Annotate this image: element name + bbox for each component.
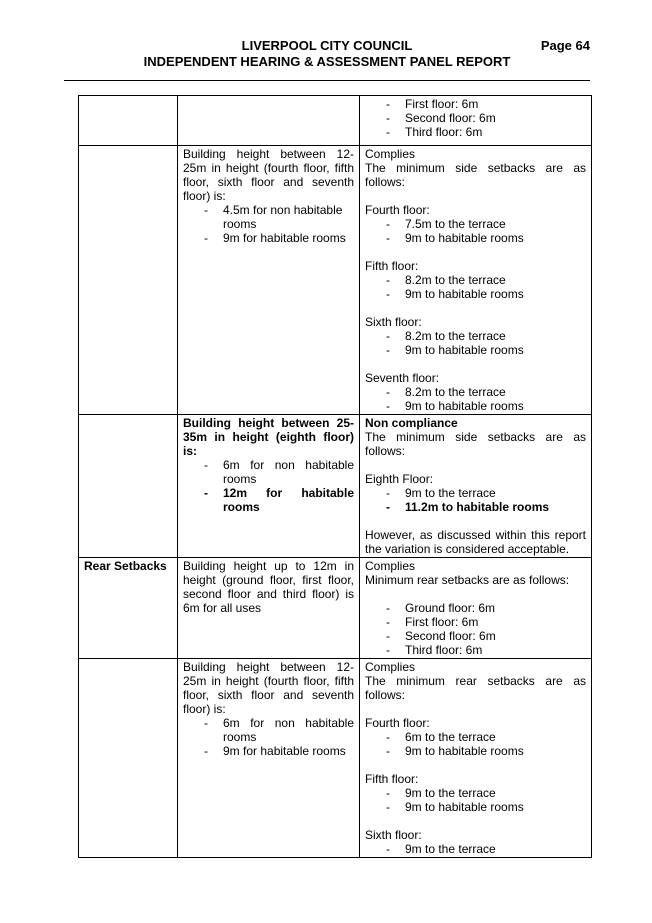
list-item: - 9m to the terrace (365, 786, 586, 800)
compliance-status: Complies (365, 147, 416, 161)
proposal-cell (360, 558, 592, 659)
setback-list (365, 273, 586, 301)
proposal-cell (360, 659, 592, 858)
floor-label: Sixth floor: (365, 315, 422, 329)
list-item: - 8.2m to the terrace (365, 385, 586, 399)
setback-list (365, 385, 586, 413)
page-header (64, 38, 590, 70)
category-rear-setbacks: Rear Setbacks (79, 558, 178, 659)
category-cell (79, 96, 178, 146)
list-item: - 8.2m to the terrace (365, 273, 586, 287)
floor-label: Fifth floor: (365, 259, 419, 273)
table-row (79, 96, 592, 146)
setback-list (365, 601, 586, 657)
list-item: - 6m for non habitable rooms (183, 458, 354, 486)
control-cell (178, 659, 360, 858)
table-row (79, 558, 592, 659)
floor-label: Seventh floor: (365, 371, 440, 385)
list-item: - 9m to habitable rooms (365, 343, 586, 357)
category-cell (79, 415, 178, 558)
proposal-intro: Minimum rear setbacks are as follows: (365, 573, 570, 587)
proposal-intro: The minimum side setbacks are as follows: (365, 430, 586, 458)
list-item: - 6m for non habitable rooms (183, 716, 354, 744)
control-cell (178, 558, 360, 659)
list-item: - 9m for habitable rooms (183, 231, 354, 245)
compliance-status: Complies (365, 660, 416, 674)
control-list (183, 716, 354, 758)
setback-list (365, 97, 586, 139)
list-item: - 7.5m to the terrace (365, 217, 586, 231)
setback-list (365, 786, 586, 814)
list-item: - 11.2m to habitable rooms (365, 500, 586, 514)
category-cell (79, 146, 178, 415)
floor-label: Sixth floor: (365, 828, 422, 842)
setback-list (365, 217, 586, 245)
compliance-table (78, 95, 592, 858)
list-item: - 9m to the terrace (365, 842, 586, 856)
proposal-intro: The minimum rear setbacks are as follows: (365, 674, 586, 702)
council-name: LIVERPOOL CITY COUNCIL (241, 38, 413, 53)
control-cell (178, 146, 360, 415)
control-list (183, 203, 354, 245)
table-row (79, 146, 592, 415)
list-item: - 4.5m for non habitable rooms (183, 203, 354, 231)
proposal-intro: The minimum side setbacks are as follows: (365, 161, 586, 189)
control-list (183, 458, 354, 514)
list-item: - 9m to habitable rooms (365, 399, 586, 413)
list-item: - Third floor: 6m (365, 125, 586, 139)
compliance-status: Complies (365, 559, 416, 573)
list-item: - 12m for habitable rooms (183, 486, 354, 514)
setback-list (365, 842, 586, 856)
list-item: - First floor: 6m (365, 97, 586, 111)
control-text: Building height between 12-25m in height (fourth floor, fifth floor, sixth floor and seventh floor) is: (183, 660, 354, 716)
control-cell (178, 415, 360, 558)
list-item: - First floor: 6m (365, 615, 586, 629)
setback-list (365, 486, 586, 514)
list-item: - Second floor: 6m (365, 629, 586, 643)
proposal-cell (360, 146, 592, 415)
list-item: - 9m to the terrace (365, 486, 586, 500)
list-item: - 9m to habitable rooms (365, 231, 586, 245)
proposal-cell (360, 96, 592, 146)
floor-label: Fourth floor: (365, 716, 430, 730)
control-text: Building height between 12-25m in height (fourth floor, fifth floor, sixth floor and seventh floor) is: (183, 147, 354, 203)
list-item: - 6m to the terrace (365, 730, 586, 744)
floor-label: Fifth floor: (365, 772, 419, 786)
header-divider (64, 80, 590, 81)
control-cell (178, 96, 360, 146)
compliance-status: Non compliance (365, 416, 458, 430)
list-item: - Second floor: 6m (365, 111, 586, 125)
category-cell (79, 659, 178, 858)
setback-list (365, 329, 586, 357)
list-item: - Ground floor: 6m (365, 601, 586, 615)
control-text: Building height between 25-35m in height (eighth floor) is: (183, 416, 354, 458)
variation-note: However, as discussed within this report the variation is considered acceptable. (365, 528, 586, 556)
list-item: - 8.2m to the terrace (365, 329, 586, 343)
table-row (79, 659, 592, 858)
list-item: - 9m for habitable rooms (183, 744, 354, 758)
list-item: - 9m to habitable rooms (365, 287, 586, 301)
report-title: INDEPENDENT HEARING & ASSESSMENT PANEL REPORT (143, 54, 511, 69)
proposal-cell (360, 415, 592, 558)
floor-label: Eighth Floor: (365, 472, 434, 486)
list-item: - Third floor: 6m (365, 643, 586, 657)
control-text: Building height up to 12m in height (ground floor, first floor, second floor and third floor) is 6m for all uses (183, 559, 354, 615)
list-item: - 9m to habitable rooms (365, 800, 586, 814)
table-row (79, 415, 592, 558)
floor-label: Fourth floor: (365, 203, 430, 217)
setback-list (365, 730, 586, 758)
page-number: Page 64 (540, 38, 590, 53)
list-item: - 9m to habitable rooms (365, 744, 586, 758)
